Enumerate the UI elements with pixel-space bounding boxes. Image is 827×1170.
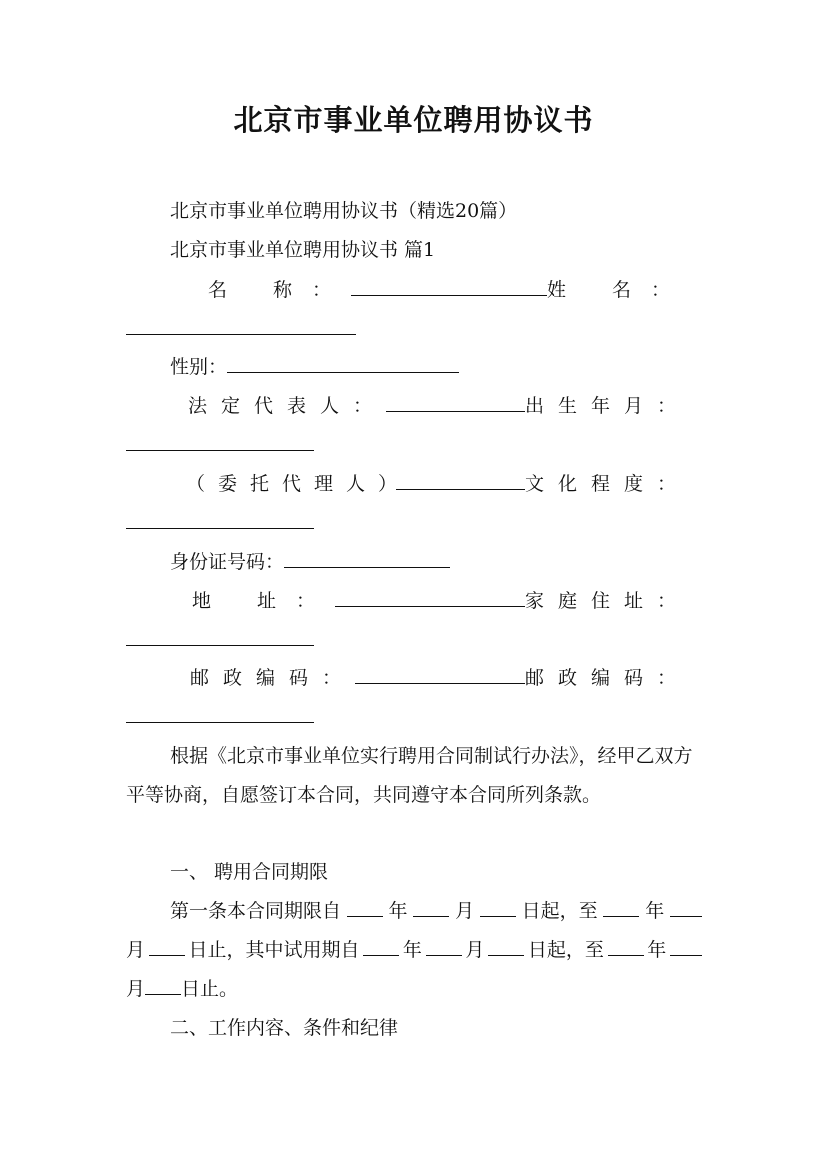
article-one-start: 第一条本合同期限自	[170, 900, 342, 922]
year-label-4: 年	[647, 939, 667, 961]
day-start-label-2: 日起，至	[527, 939, 604, 961]
article-one-line-2	[126, 937, 702, 963]
blank-month-4	[670, 937, 702, 956]
postcode-b-row	[126, 704, 706, 730]
home-address-blank	[126, 627, 314, 646]
postcode-row	[190, 665, 690, 691]
legal-rep-blank	[386, 393, 525, 412]
postcode-blank-b	[126, 704, 314, 723]
birth-label: 出生年月：	[524, 395, 690, 417]
month-label-1: 月	[455, 900, 475, 922]
person-name-blank	[126, 316, 356, 335]
legal-rep-label: 法定代表人：	[188, 395, 387, 417]
education-row	[126, 510, 706, 536]
document-subtitle: 北京市事业单位聘用协议书（精选20篇）	[170, 200, 518, 222]
month-label-2: 月	[126, 939, 146, 961]
section-one-heading: 一、 聘用合同期限	[170, 861, 329, 883]
blank-year-4	[608, 937, 644, 956]
intro-paragraph: 根据《北京市事业单位实行聘用合同制试行办法》，经甲乙双方平等协商，自愿签订本合同，共同遵守本合同所列条款。	[126, 745, 693, 806]
blank-month-3	[426, 937, 462, 956]
id-blank	[284, 549, 450, 568]
blank-year-2	[603, 898, 639, 917]
address-blank	[335, 588, 525, 607]
postcode-label-a: 邮政编码：	[190, 667, 356, 689]
name-row	[208, 277, 690, 303]
section-two-heading: 二、工作内容、条件和纪律	[170, 1017, 399, 1039]
gender-label: 性别：	[170, 356, 228, 378]
id-label: 身份证号码：	[170, 551, 285, 573]
agent-blank	[396, 471, 525, 490]
article-one-line-1	[170, 898, 702, 924]
agent-row	[186, 471, 690, 497]
blank-day-1	[480, 898, 516, 917]
postcode-label-b: 邮政编码：	[524, 667, 690, 689]
year-label-3: 年	[402, 939, 422, 961]
home-address-row	[126, 627, 706, 653]
name-label: 名 称：	[208, 279, 352, 301]
blank-day-2	[149, 937, 185, 956]
person-name-row	[126, 316, 706, 342]
person-name-label: 姓 名：	[546, 279, 690, 301]
part-heading: 北京市事业单位聘用协议书 篇1	[170, 239, 436, 261]
day-final-label: 日止。	[181, 978, 239, 1000]
gender-row	[170, 354, 706, 380]
blank-year-1	[347, 898, 383, 917]
education-label: 文化程度：	[524, 473, 690, 495]
year-label-2: 年	[645, 900, 665, 922]
address-row	[192, 588, 690, 614]
blank-day-3	[488, 937, 524, 956]
month-label-3: 月	[465, 939, 485, 961]
blank-month-1	[413, 898, 449, 917]
gender-blank	[227, 354, 459, 373]
home-address-label: 家庭住址：	[524, 590, 690, 612]
legal-rep-row	[188, 393, 690, 419]
address-label: 地 址：	[192, 590, 336, 612]
document-title: 北京市事业单位聘用协议书	[233, 103, 594, 137]
birth-row	[126, 432, 706, 458]
id-row	[170, 549, 706, 575]
day-end-label: 日止，其中试用期自	[188, 939, 360, 961]
birth-blank	[126, 432, 314, 451]
agent-label: （委托代理人）	[186, 473, 411, 495]
postcode-blank-a	[355, 665, 525, 684]
education-blank	[126, 510, 314, 529]
blank-year-3	[363, 937, 399, 956]
day-start-label-1: 日起，至	[521, 900, 598, 922]
blank-month-2	[670, 898, 702, 917]
article-one-line-3	[126, 976, 706, 1002]
name-blank	[351, 277, 547, 296]
blank-day-4	[145, 976, 181, 995]
month-label-4: 月	[126, 978, 146, 1000]
year-label-1: 年	[388, 900, 408, 922]
